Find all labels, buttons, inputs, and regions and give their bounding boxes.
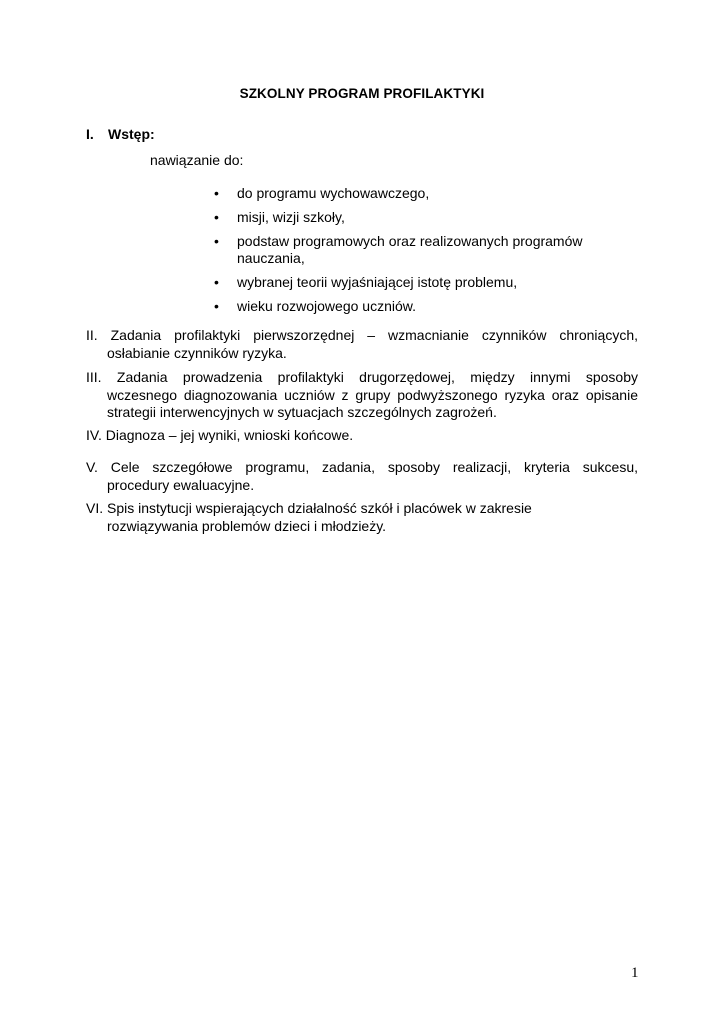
bullet-item — [214, 209, 614, 226]
bullet-item — [214, 298, 614, 315]
bullet-text: misji, wizji szkoły, — [237, 209, 345, 225]
bullet-text: do programu wychowawczego, — [237, 185, 430, 201]
numbered-item — [86, 500, 638, 535]
item-continuation: wczesnego diagnozowania uczniów z grupy podwyższonego ryzyka oraz opisanie strategii interwencyjnych w sytuacjach szczególnych zagrożeń. — [107, 386, 638, 420]
bullet-item — [214, 274, 614, 291]
item-first-line: II. Zadania profilaktyki pierwszorzędnej – wzmacnianie czynników chroniących, — [86, 327, 638, 343]
bullet-icon: • — [214, 274, 219, 290]
section-heading-text: Wstęp: — [108, 126, 155, 142]
page-number: 1 — [631, 965, 639, 981]
document-title: SZKOLNY PROGRAM PROFILAKTYKI — [239, 86, 485, 101]
numbered-item — [86, 427, 638, 445]
item-continuation: rozwiązywania problemów dzieci i młodzieży. — [107, 517, 387, 534]
section-number: I. — [86, 126, 94, 142]
item-continuation: procedury ewaluacyjne. — [107, 476, 255, 493]
bullet-text: wieku rozwojowego uczniów. — [237, 298, 416, 314]
numbered-item — [86, 327, 638, 362]
bullet-list — [214, 185, 614, 322]
bullet-text: wybranej teorii wyjaśniającej istotę problemu, — [237, 274, 518, 290]
bullet-icon: • — [214, 185, 219, 201]
numbered-item — [86, 369, 638, 422]
section-intro: nawiązanie do: — [150, 152, 244, 168]
bullet-icon: • — [214, 298, 219, 314]
numbered-item — [86, 459, 638, 494]
item-first-line: V. Cele szczegółowe programu, zadania, sposoby realizacji, kryteria sukcesu, — [86, 459, 638, 475]
section-heading — [86, 126, 155, 142]
bullet-text: podstaw programowych oraz realizowanych programów nauczania, — [237, 233, 583, 266]
item-first-line: VI. Spis instytucji wspierających działalność szkół i placówek w zakresie — [86, 500, 532, 516]
item-first-line: IV. Diagnoza – jej wyniki, wnioski końcowe. — [86, 427, 354, 443]
bullet-icon: • — [214, 209, 219, 225]
bullet-icon: • — [214, 233, 219, 249]
item-continuation: osłabianie czynników ryzyka. — [107, 344, 287, 361]
bullet-item — [214, 233, 614, 267]
bullet-item — [214, 185, 614, 202]
item-first-line: III. Zadania prowadzenia profilaktyki drugorzędowej, między innymi sposoby — [86, 369, 638, 385]
